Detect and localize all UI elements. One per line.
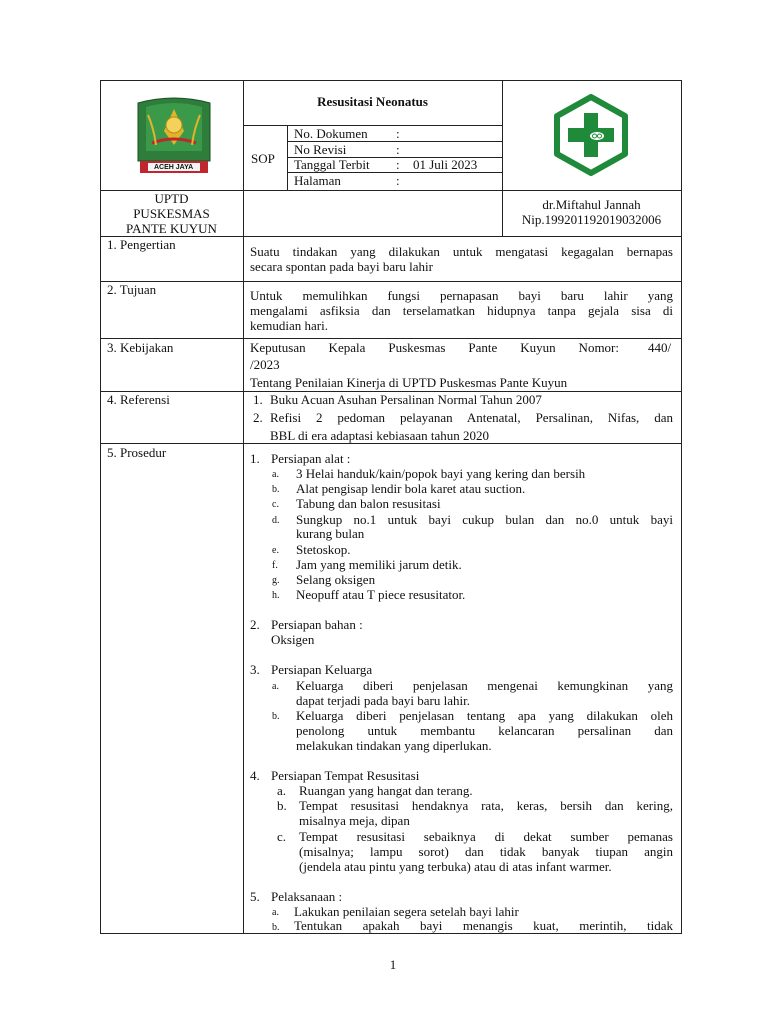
- section-label-pengertian: 1. Pengertian: [107, 237, 176, 252]
- referensi-item: Buku Acuan Asuhan Persalinan Normal Tahun 2007: [270, 392, 542, 407]
- list-item: Tempat resusitasi sebaiknya di dekat sumber pemanas: [299, 829, 673, 844]
- tujuan-text: kemudian hari.: [250, 318, 328, 333]
- list-item: Lakukan penilaian segera setelah bayi lahir: [294, 904, 519, 919]
- prosedur-title: Persiapan Keluarga: [271, 662, 373, 677]
- list-item: Stetoskop.: [296, 542, 351, 557]
- logo-left-text: ACEH JAYA: [154, 164, 194, 171]
- list-marker: g.: [272, 575, 280, 586]
- signer-nip: Nip.199201192019032006: [521, 212, 662, 227]
- list-item: Keluarga diberi penjelasan mengenai kemungkinan yang: [296, 678, 673, 693]
- list-item: Jam yang memiliki jarum detik.: [296, 557, 462, 572]
- prosedur-num: 2.: [250, 617, 260, 632]
- prosedur-num: 5.: [250, 889, 260, 904]
- kebijakan-text: Tentang Penilaian Kinerja di UPTD Puskesmas Pante Kuyun: [250, 375, 568, 390]
- prosedur-num: 1.: [250, 451, 260, 466]
- referensi-num: 2.: [253, 410, 263, 425]
- field-sep: :: [396, 157, 400, 172]
- kebijakan-text: Keputusan Kepala Puskesmas Pante Kuyun Nomor:: [250, 340, 619, 355]
- list-marker: d.: [272, 515, 280, 526]
- list-item: melakukan tindakan yang diperlukan.: [296, 738, 492, 753]
- field-sep: :: [396, 142, 400, 157]
- field-sep: :: [396, 173, 400, 188]
- referensi-item: Refisi 2 pedoman pelayanan Antenatal, Persalinan, Nifas, dan: [270, 410, 673, 425]
- list-item: misalnya meja, dipan: [299, 813, 410, 828]
- list-item: kurang bulan: [296, 526, 365, 541]
- puskesmas-logo: [553, 94, 629, 176]
- org-name-line2: PUSKESMAS: [133, 206, 210, 221]
- section-label-prosedur: 5. Prosedur: [107, 445, 167, 460]
- list-item: Tentukan apakah bayi menangis kuat, merintih, tidak: [294, 918, 673, 933]
- list-item: 3 Helai handuk/kain/popok bayi yang kering dan bersih: [296, 466, 586, 481]
- list-item: Neopuff atau T piece resusitator.: [296, 587, 466, 602]
- list-item: Tabung dan balon resusitasi: [296, 496, 441, 511]
- list-item: Keluarga diberi penjelasan tentang apa yang dilakukan oleh: [296, 708, 673, 723]
- field-sep: :: [396, 126, 400, 141]
- document-title: Resusitasi Neonatus: [317, 94, 428, 109]
- prosedur-title: Persiapan alat :: [271, 451, 351, 466]
- org-name-line1: UPTD: [154, 191, 189, 206]
- list-item: Alat pengisap lendir bola karet atau suction.: [296, 481, 526, 496]
- kebijakan-text: /2023: [250, 357, 280, 372]
- field-value-tanggal-terbit: 01 Juli 2023: [413, 157, 478, 172]
- prosedur-num: 3.: [250, 662, 260, 677]
- list-marker: f.: [272, 560, 278, 571]
- aceh-jaya-logo: [134, 95, 214, 177]
- page-number: 1: [389, 957, 397, 972]
- list-marker: c.: [272, 499, 279, 510]
- field-label-tanggal-terbit: Tanggal Terbit: [294, 157, 370, 172]
- list-marker: a.: [272, 469, 279, 480]
- section-label-referensi: 4. Referensi: [107, 392, 170, 407]
- prosedur-num: 4.: [250, 768, 260, 783]
- signer-name: dr.Miftahul Jannah: [542, 197, 641, 212]
- list-marker: e.: [272, 545, 279, 556]
- list-marker: a.: [272, 681, 279, 692]
- list-marker: a.: [272, 907, 279, 918]
- tujuan-text: Untuk memulihkan fungsi pernapasan bayi baru lahir yang: [250, 288, 673, 303]
- list-item: Selang oksigen: [296, 572, 376, 587]
- list-marker: a.: [277, 783, 287, 798]
- list-marker: h.: [272, 590, 280, 601]
- field-label-no-dokumen: No. Dokumen: [294, 126, 368, 141]
- tujuan-text: mengalami asfiksia dan terselamatkan hidupnya tanpa gejala sisa di: [250, 303, 673, 318]
- referensi-item: BBL di era adaptasi kebiasaan tahun 2020: [270, 428, 490, 443]
- list-marker: b.: [272, 711, 280, 722]
- section-label-kebijakan: 3. Kebijakan: [107, 340, 174, 355]
- list-marker: b.: [272, 922, 280, 933]
- list-item: Ruangan yang hangat dan terang.: [299, 783, 473, 798]
- list-marker: c.: [277, 829, 287, 844]
- prosedur-title: Pelaksanaan :: [271, 889, 343, 904]
- list-item: penolong untuk membantu kelancaran persalinan dan: [296, 723, 673, 738]
- list-marker: b.: [277, 798, 287, 813]
- kebijakan-number: 440/: [648, 340, 672, 355]
- prosedur-title: Persiapan Tempat Resusitasi: [271, 768, 420, 783]
- field-label-no-revisi: No Revisi: [294, 142, 347, 157]
- list-item: dapat terjadi pada bayi baru lahir.: [296, 693, 470, 708]
- prosedur-title: Persiapan bahan :: [271, 617, 363, 632]
- list-item: (misalnya; lampu sorot) dan tidak banyak tiupan angin: [299, 844, 673, 859]
- sop-label: SOP: [251, 151, 275, 166]
- prosedur-text: Oksigen: [271, 632, 315, 647]
- list-item: (jendela atau pintu yang terbuka) atau di atas infant warmer.: [299, 859, 612, 874]
- field-label-halaman: Halaman: [294, 173, 341, 188]
- pengertian-text: secara spontan pada bayi baru lahir: [250, 259, 434, 274]
- list-item: Sungkup no.1 untuk bayi cukup bulan dan no.0 untuk bayi: [296, 512, 673, 527]
- list-marker: b.: [272, 484, 280, 495]
- org-name-line3: PANTE KUYUN: [126, 221, 217, 236]
- list-item: Tempat resusitasi hendaknya rata, keras, bersih dan kering,: [299, 798, 673, 813]
- section-label-tujuan: 2. Tujuan: [107, 282, 157, 297]
- pengertian-text: Suatu tindakan yang dilakukan untuk mengatasi kegagalan bernapas: [250, 244, 673, 259]
- referensi-num: 1.: [253, 392, 263, 407]
